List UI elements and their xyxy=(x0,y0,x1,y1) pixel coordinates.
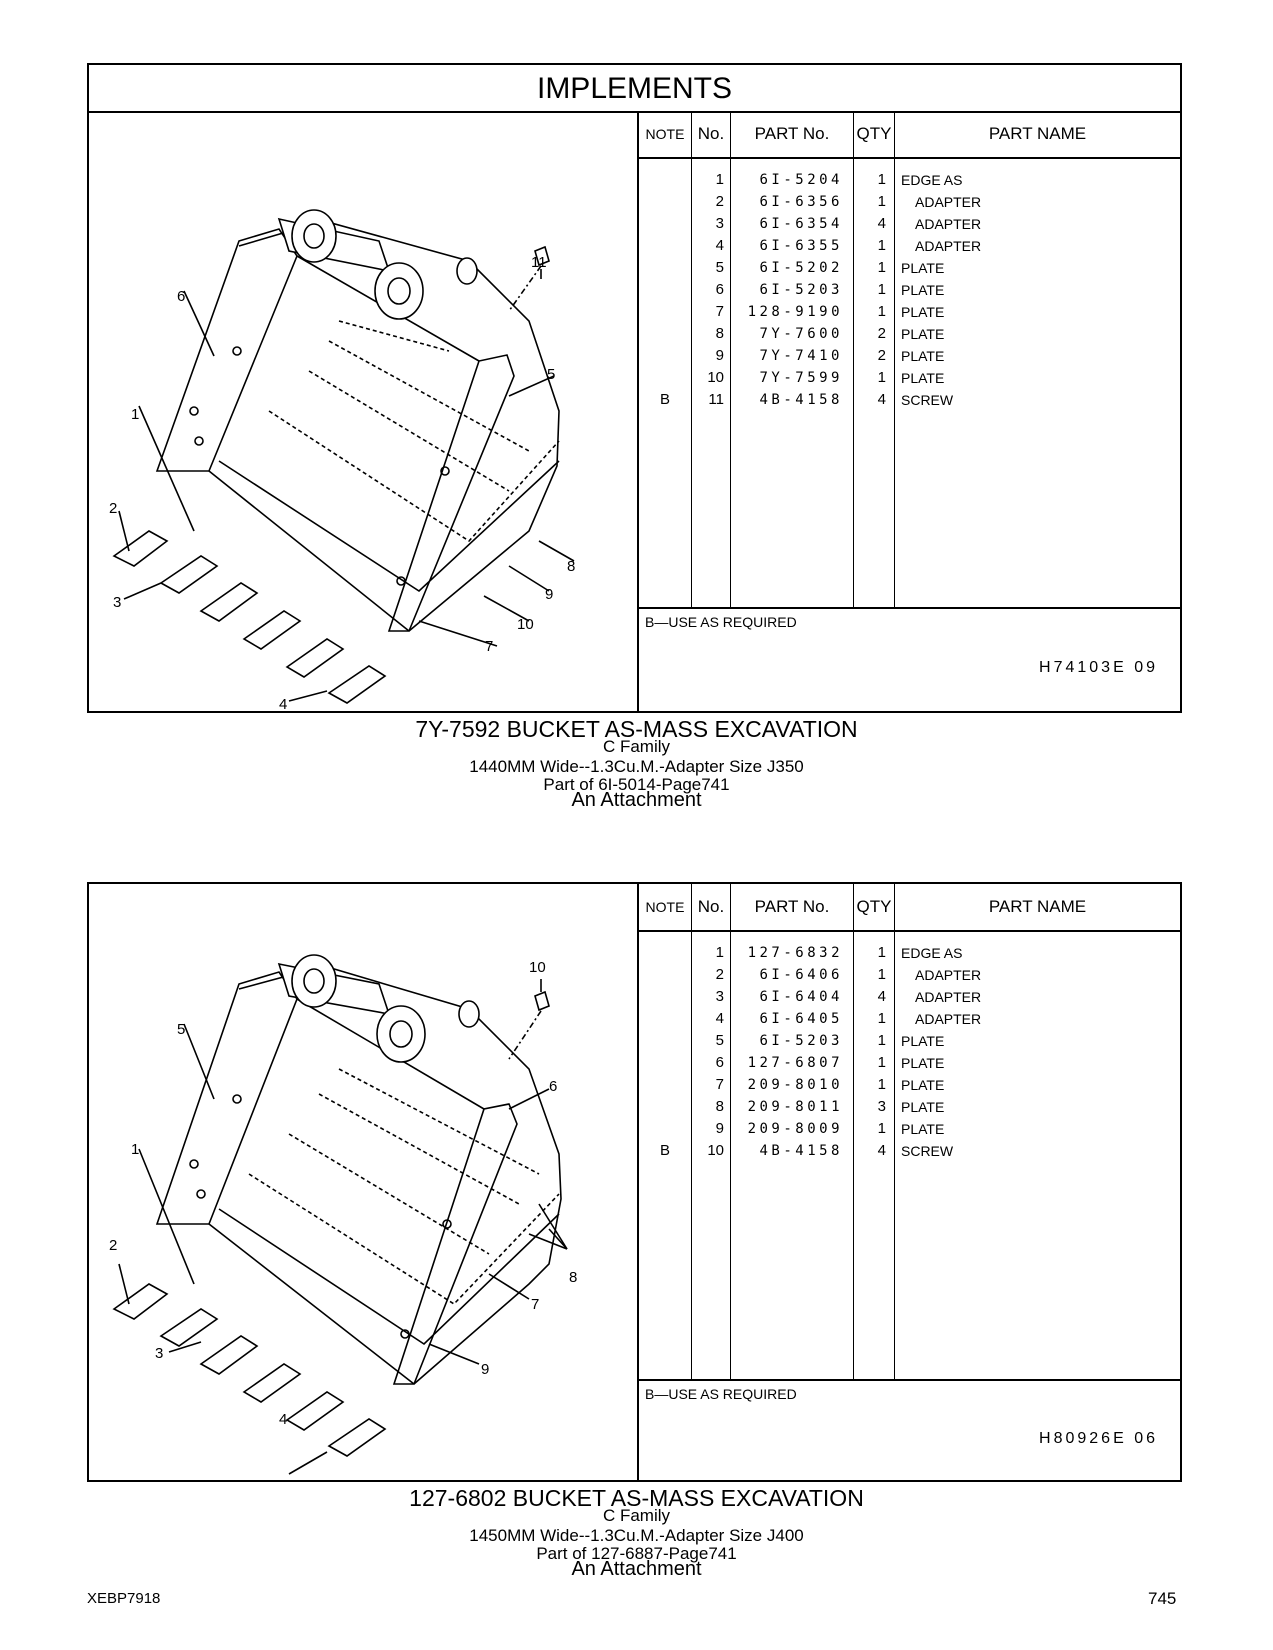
attachment-line: An Attachment xyxy=(571,1558,702,1580)
callout-3: 3 xyxy=(155,1345,164,1362)
callout-11: 11 xyxy=(531,254,547,271)
table-row: 10 7Y-7599 1 PLATE xyxy=(707,369,945,386)
table-row: 6 6I-5203 1 PLATE xyxy=(715,281,945,298)
callout-9: 9 xyxy=(545,586,554,603)
assembly-title: 7Y-7592 BUCKET AS-MASS EXCAVATION xyxy=(415,716,858,742)
parts-table-2 xyxy=(639,884,1180,1480)
col-no: No. xyxy=(697,897,725,916)
page-title: IMPLEMENTS xyxy=(89,65,1180,113)
table-row: B 10 4B-4158 4 SCREW xyxy=(659,1142,954,1159)
drawing-reference: H80926E 06 xyxy=(1039,1430,1158,1447)
callout-5: 5 xyxy=(177,1021,186,1038)
callout-4: 4 xyxy=(279,696,288,713)
col-qty: QTY xyxy=(856,897,892,916)
table-row: 8 209-8011 3 PLATE xyxy=(715,1098,945,1115)
page-number: 745 xyxy=(1148,1589,1177,1608)
table-row: 2 6I-6406 1 ADAPTER xyxy=(715,966,982,983)
callout-3: 3 xyxy=(113,594,122,611)
attachment-line: An Attachment xyxy=(571,789,702,811)
table-row: 4 6I-6405 1 ADAPTER xyxy=(715,1010,982,1027)
family-label: C Family xyxy=(602,737,671,756)
col-note: NOTE xyxy=(645,899,685,915)
table-row: 1 6I-5204 1 EDGE AS xyxy=(715,171,963,188)
parts-panel-2 xyxy=(87,882,1182,1482)
table-row: 4 6I-6355 1 ADAPTER xyxy=(715,237,982,254)
callout-10: 10 xyxy=(517,616,534,633)
assembly-title: 127-6802 BUCKET AS-MASS EXCAVATION xyxy=(409,1485,864,1511)
callout-5: 5 xyxy=(547,366,556,383)
table-row: 5 6I-5203 1 PLATE xyxy=(715,1032,945,1049)
col-note: NOTE xyxy=(645,126,685,142)
callout-8: 8 xyxy=(567,558,576,575)
callout-10: 10 xyxy=(529,959,546,976)
table-row: B 11 4B-4158 4 SCREW xyxy=(659,391,954,408)
col-part-name: PART NAME xyxy=(988,897,1087,916)
callout-7: 7 xyxy=(485,638,494,655)
col-qty: QTY xyxy=(856,124,892,143)
table-row: 6 127-6807 1 PLATE xyxy=(715,1054,945,1071)
parts-panel-1 xyxy=(87,63,1182,713)
footnote: B—USE AS REQUIRED xyxy=(645,614,797,630)
family-label: C Family xyxy=(602,1506,671,1525)
spec-line: 1440MM Wide--1.3Cu.M.-Adapter Size J350 xyxy=(469,757,804,776)
callout-9: 9 xyxy=(481,1361,490,1378)
table-row: 9 209-8009 1 PLATE xyxy=(715,1120,945,1137)
table-row: 7 128-9190 1 PLATE xyxy=(715,303,945,320)
table-row: 3 6I-6404 4 ADAPTER xyxy=(715,988,982,1005)
table-header xyxy=(639,884,1180,932)
callout-7: 7 xyxy=(531,1296,540,1313)
table-row: 5 6I-5202 1 PLATE xyxy=(715,259,945,276)
bucket-illustration-2 xyxy=(89,884,639,1480)
callout-4: 4 xyxy=(279,1411,288,1428)
table-row: 3 6I-6354 4 ADAPTER xyxy=(715,215,982,232)
col-part-no: PART No. xyxy=(754,897,830,916)
col-part-name: PART NAME xyxy=(988,124,1087,143)
col-part-no: PART No. xyxy=(754,124,830,143)
bucket-drawing-2 xyxy=(89,884,637,1480)
callout-2: 2 xyxy=(109,1237,118,1254)
document-code: XEBP7918 xyxy=(87,1590,161,1607)
table-row: 8 7Y-7600 2 PLATE xyxy=(715,325,945,342)
callout-1: 1 xyxy=(131,1141,140,1158)
spec-line: 1450MM Wide--1.3Cu.M.-Adapter Size J400 xyxy=(469,1526,804,1545)
footnote: B—USE AS REQUIRED xyxy=(645,1386,797,1402)
callout-6: 6 xyxy=(549,1078,558,1095)
part-of-line: Part of 127-6887-Page741 xyxy=(536,1544,737,1563)
table-header xyxy=(639,111,1180,159)
table-row: 1 127-6832 1 EDGE AS xyxy=(715,944,963,961)
parts-table-1 xyxy=(639,111,1180,713)
caption-2 xyxy=(0,1485,1273,1581)
table-row: 2 6I-6356 1 ADAPTER xyxy=(715,193,982,210)
bucket-drawing-1 xyxy=(89,111,637,713)
caption-1 xyxy=(0,716,1273,812)
callout-6: 6 xyxy=(177,288,186,305)
callout-8: 8 xyxy=(569,1269,578,1286)
callout-2: 2 xyxy=(109,500,118,517)
bucket-illustration-1 xyxy=(89,111,639,713)
drawing-reference: H74103E 09 xyxy=(1039,659,1158,676)
callout-1: 1 xyxy=(131,406,140,423)
table-row: 7 209-8010 1 PLATE xyxy=(715,1076,945,1093)
part-of-line: Part of 6I-5014-Page741 xyxy=(543,775,730,794)
col-no: No. xyxy=(697,124,725,143)
table-row: 9 7Y-7410 2 PLATE xyxy=(715,347,945,364)
